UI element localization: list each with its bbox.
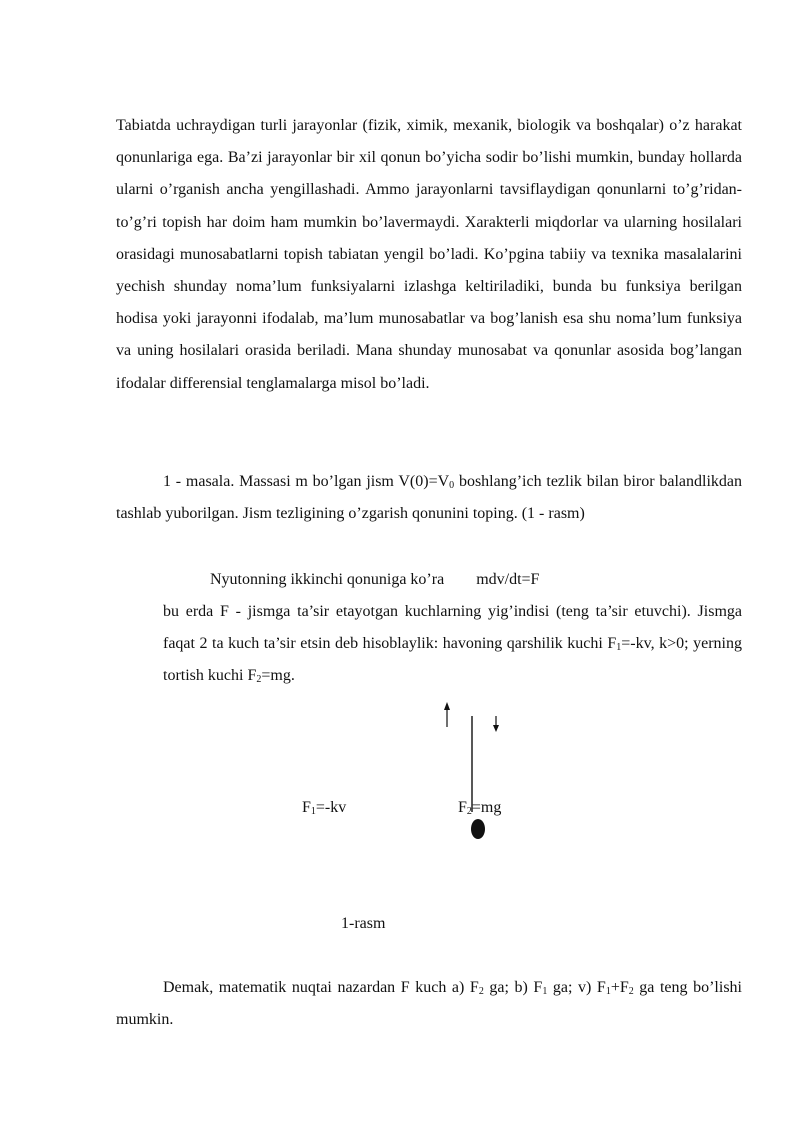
f1-label: $F_1=-kv$ — [302, 799, 347, 817]
explain-sub-1: 1 — [616, 642, 622, 654]
newton-label: Nyutonning ikkinchi qonuniga ko’ra — [210, 571, 445, 588]
down-arrow-head — [493, 725, 499, 732]
falling-body — [471, 819, 485, 839]
problem-sub-0: 0 — [449, 480, 455, 491]
figure-caption: 1-rasm — [341, 915, 386, 932]
newton-law-line — [210, 570, 539, 590]
problem-paragraph — [116, 466, 742, 530]
explain-sub-2: 2 — [256, 674, 262, 686]
up-arrow-head — [444, 702, 450, 710]
conclusion-paragraph: Demak, matematik nuqtai nazardan F kuch a) $F_2$ ga; b) $F_1$ ga; v) $F_1+F_2$ ga teng bo’lishi mumkin. — [116, 979, 742, 1029]
explain-part-2: =-kv, k>0; yerning tortish kuchi F — [163, 635, 742, 685]
explain-part-1: bu erda F - jismga ta’sir etayotgan kuchlarning yig’indisi (teng ta’sir etuvchi). Jismga faqat 2 ta kuch ta’sir etsin deb hisoblaylik: havoning qarshilik kuchi F — [163, 603, 742, 653]
explain-part-3: =mg. — [261, 667, 295, 685]
newton-formula: mdv/dt=F — [476, 571, 540, 588]
intro-paragraph: Tabiatda uchraydigan turli jarayonlar (fizik, ximik, mexanik, biologik va boshqalar) o’z harakat qonunlariga ega. Ba’zi jarayonlar bir xil qonun bo’yicha sodir bo’lishi mumkin, bunday hollarda ularni o’rganish ancha yengillashadi. Ammo jarayonlarni tavsiflaydigan qonunlarni to’g’ridan-to’g’ri topish har doim ham mumkin bo’lavermaydi. Xarakterli miqdorlar va ularning hosilalari orasidagi munosabatlarni topish tabiatan yengil bo’ladi. Ko’pgina tabiiy va texnika masalalarini yechish shunday noma’lum funksiyalarni izlashga keltiriladiki, bunda bu funksiya berilgan hodisa yoki jarayonni ifodalab, ma’lum munosabatlar va bog’lanish esa shu noma’lum funksiya va uning hosilalari orasida beriladi. Mana shunday munosabat va qonunlar asosida bog’langan ifodalar differensial tenglamalarga misol bo’ladi. — [116, 117, 742, 392]
f2-label: $F_2=mg$ — [458, 799, 502, 817]
problem-lead: 1 - masala. Massasi m bo’lgan jism V(0)=V — [163, 473, 450, 490]
explanation-paragraph — [163, 596, 742, 693]
problem-rest: boshlang’ich tezlik bilan biror balandlikdan tashlab yuborilgan. Jism tezligining o’zgarish qonunini toping. (1 - rasm) — [116, 473, 743, 523]
